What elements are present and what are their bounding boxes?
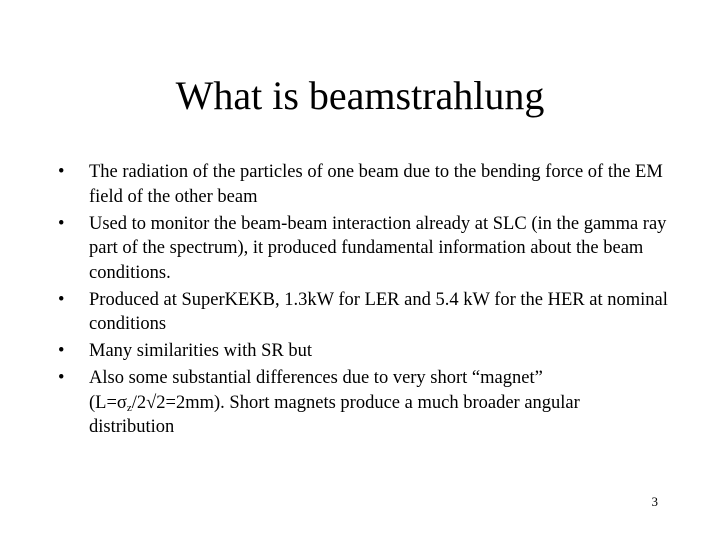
bullet-marker: •: [58, 289, 65, 310]
bullet-text: Many similarities with SR but: [89, 341, 313, 361]
bullet-item: [58, 212, 668, 286]
bullet-marker: •: [58, 213, 65, 234]
bullet-item: [58, 339, 668, 364]
bullet-item: [58, 366, 668, 440]
bullet-marker: •: [58, 162, 65, 182]
bullet-marker: •: [58, 341, 65, 361]
bullet-text: The radiation of the particles of one beam due to the bending force of the EM field of the other beam: [89, 162, 663, 207]
bullet-item: [58, 288, 668, 337]
bullet-text-before: Also some substantial differences due to very short “magnet” (L=σ: [89, 368, 543, 413]
bullet-marker: •: [58, 368, 65, 388]
bullet-text: [89, 368, 580, 437]
bullet-item: [58, 160, 668, 209]
bullet-text: Produced at SuperKEKB, 1.3kW for LER and 5.4 kW for the HER at nominal conditions: [89, 289, 668, 334]
sigma-subscript: z: [126, 401, 132, 414]
bullet-list: [58, 160, 668, 442]
bullet-text: Used to monitor the beam-beam interaction already at SLC (in the gamma ray part of the spectrum), it produced fundamental information about the beam conditions.: [89, 213, 667, 283]
bullet-text-after: /2√2=2mm). Short magnets produce a much broader angular distribution: [89, 392, 580, 437]
slide-title: What is beamstrahlung: [175, 73, 545, 118]
page-number: 3: [651, 494, 658, 509]
